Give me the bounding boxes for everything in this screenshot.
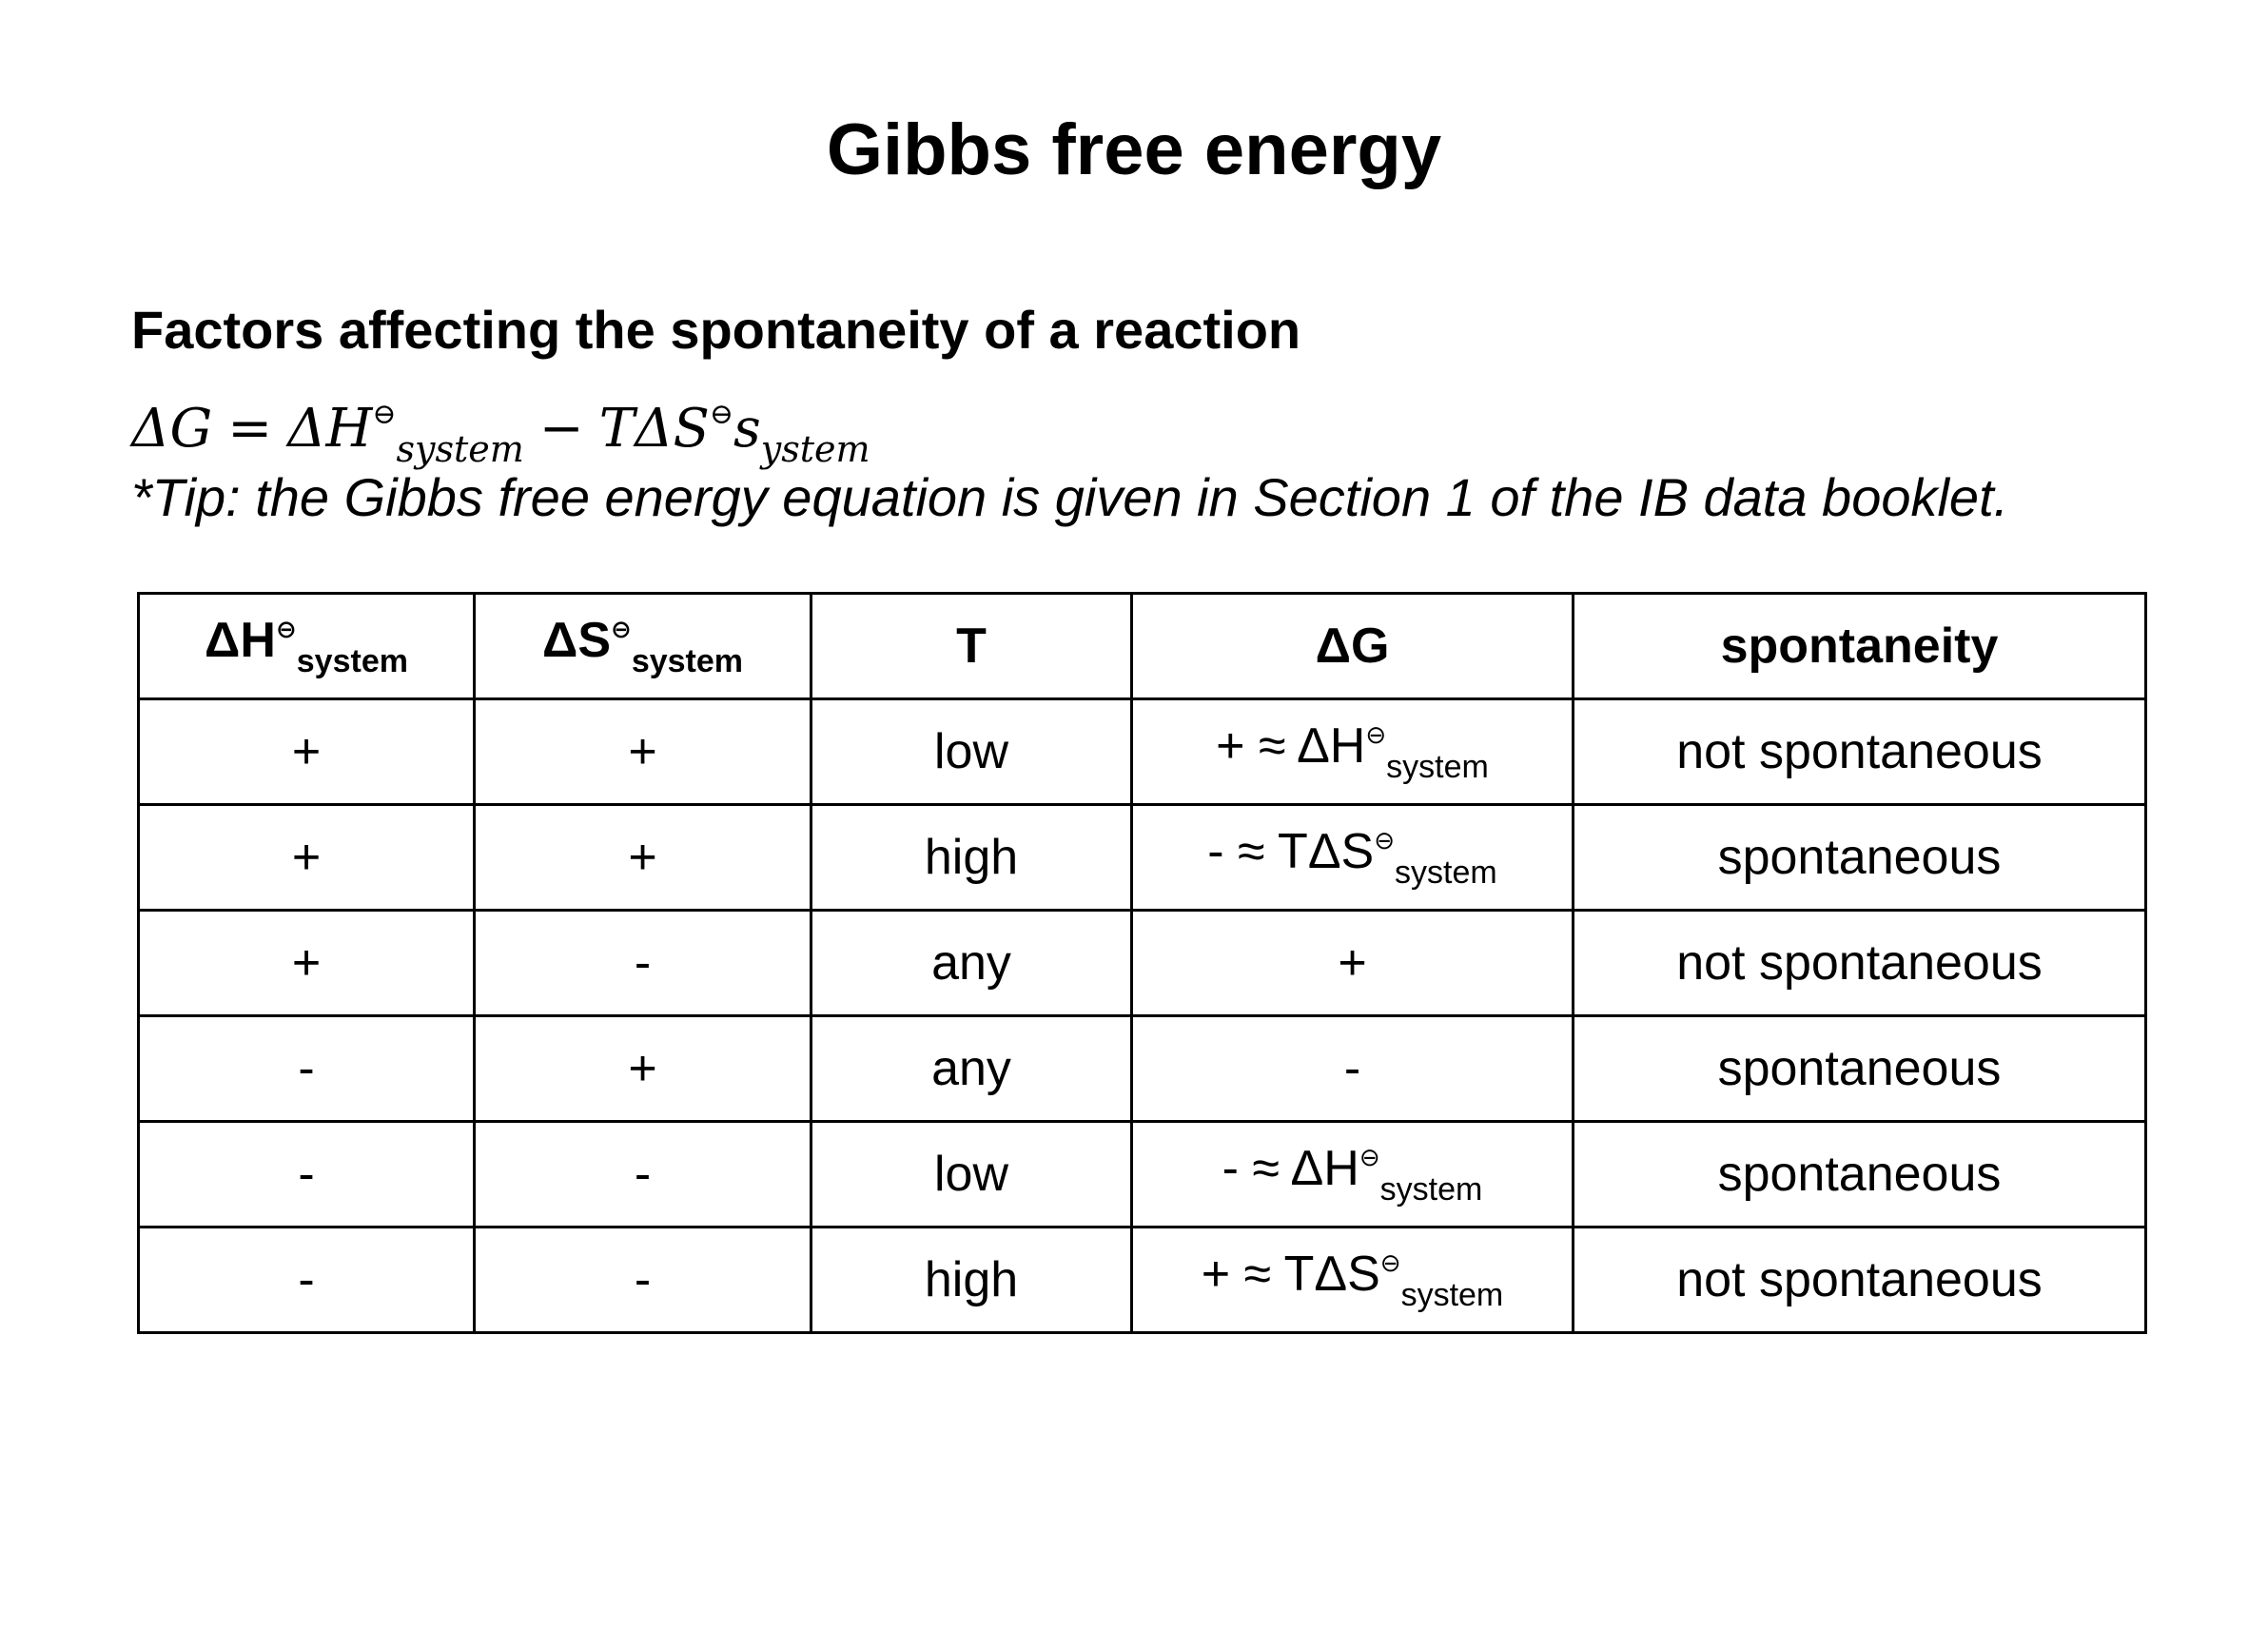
standard-state-symbol: ⊖ bbox=[1365, 720, 1387, 749]
equation-minus: − bbox=[538, 398, 584, 460]
equation-term2-subscript: ystem bbox=[760, 428, 870, 470]
cell-delta-g: + ≈ $T\Delta S^⊖_{system}$ bbox=[1132, 1228, 1574, 1333]
cell-temperature: high bbox=[811, 1228, 1132, 1333]
standard-state-symbol: ⊖ bbox=[372, 398, 397, 431]
cell-delta-h: - bbox=[139, 1016, 475, 1122]
page-title: Gibbs free energy bbox=[826, 109, 1442, 190]
standard-state-symbol: ⊖ bbox=[709, 398, 734, 431]
cell-spontaneity: not spontaneous bbox=[1574, 699, 2146, 805]
equation-term2-tail: s bbox=[733, 398, 761, 460]
table-row bbox=[139, 699, 2146, 805]
standard-state-symbol: ⊖ bbox=[1379, 1248, 1401, 1277]
equation-equals: = bbox=[227, 398, 273, 460]
table-row bbox=[139, 1016, 2146, 1122]
cell-delta-s: - bbox=[475, 911, 811, 1016]
standard-state-symbol: ⊖ bbox=[1359, 1143, 1380, 1171]
cell-delta-s: + bbox=[475, 805, 811, 911]
cell-delta-s: - bbox=[475, 1228, 811, 1333]
table-row bbox=[139, 805, 2146, 911]
cell-spontaneity: spontaneous bbox=[1574, 1122, 2146, 1228]
standard-state-symbol: ⊖ bbox=[611, 615, 632, 643]
header-delta-s: $\Delta S^⊖_{system}$ bbox=[475, 594, 811, 699]
table-row bbox=[139, 911, 2146, 1016]
cell-delta-s: + bbox=[475, 699, 811, 805]
cell-spontaneity: spontaneous bbox=[1574, 1016, 2146, 1122]
cell-temperature: low bbox=[811, 699, 1132, 805]
cell-temperature: any bbox=[811, 1016, 1132, 1122]
header-spontaneity: spontaneity bbox=[1574, 594, 2146, 699]
standard-state-symbol: ⊖ bbox=[275, 615, 297, 643]
cell-delta-g: + ≈ $\Delta H^⊖_{system}$ bbox=[1132, 699, 1574, 805]
cell-delta-s: - bbox=[475, 1122, 811, 1228]
table-row bbox=[139, 1122, 2146, 1228]
table-header-row bbox=[139, 594, 2146, 699]
cell-spontaneity: not spontaneous bbox=[1574, 911, 2146, 1016]
header-delta-h: $\Delta H^⊖_{system}$ bbox=[139, 594, 475, 699]
tip-text: *Tip: the Gibbs free energy equation is given in Section 1 of the IB data booklet. bbox=[131, 467, 2009, 527]
cell-temperature: low bbox=[811, 1122, 1132, 1228]
cell-spontaneity: not spontaneous bbox=[1574, 1228, 2146, 1333]
cell-temperature: high bbox=[811, 805, 1132, 911]
equation-lhs: ΔG bbox=[131, 398, 213, 460]
cell-delta-h: - bbox=[139, 1228, 475, 1333]
cell-delta-g: - ≈ $T\Delta S^⊖_{system}$ bbox=[1132, 805, 1574, 911]
cell-delta-h: + bbox=[139, 699, 475, 805]
spontaneity-table bbox=[137, 592, 2147, 1334]
header-delta-g: ΔG bbox=[1132, 594, 1574, 699]
section-heading: Factors affecting the spontaneity of a reaction bbox=[131, 300, 1301, 360]
equation-term1: ΔH bbox=[287, 398, 373, 460]
cell-delta-h: + bbox=[139, 911, 475, 1016]
cell-spontaneity: spontaneous bbox=[1574, 805, 2146, 911]
equation-term2: TΔS bbox=[598, 398, 710, 460]
cell-delta-g: + bbox=[1132, 911, 1574, 1016]
header-temperature: T bbox=[811, 594, 1132, 699]
equation-term1-subscript: system bbox=[396, 428, 524, 470]
cell-delta-s: + bbox=[475, 1016, 811, 1122]
standard-state-symbol: ⊖ bbox=[1374, 826, 1396, 854]
cell-delta-g: - ≈ $\Delta H^⊖_{system}$ bbox=[1132, 1122, 1574, 1228]
cell-delta-h: + bbox=[139, 805, 475, 911]
cell-delta-g: - bbox=[1132, 1016, 1574, 1122]
cell-delta-h: - bbox=[139, 1122, 475, 1228]
table-row bbox=[139, 1228, 2146, 1333]
cell-temperature: any bbox=[811, 911, 1132, 1016]
